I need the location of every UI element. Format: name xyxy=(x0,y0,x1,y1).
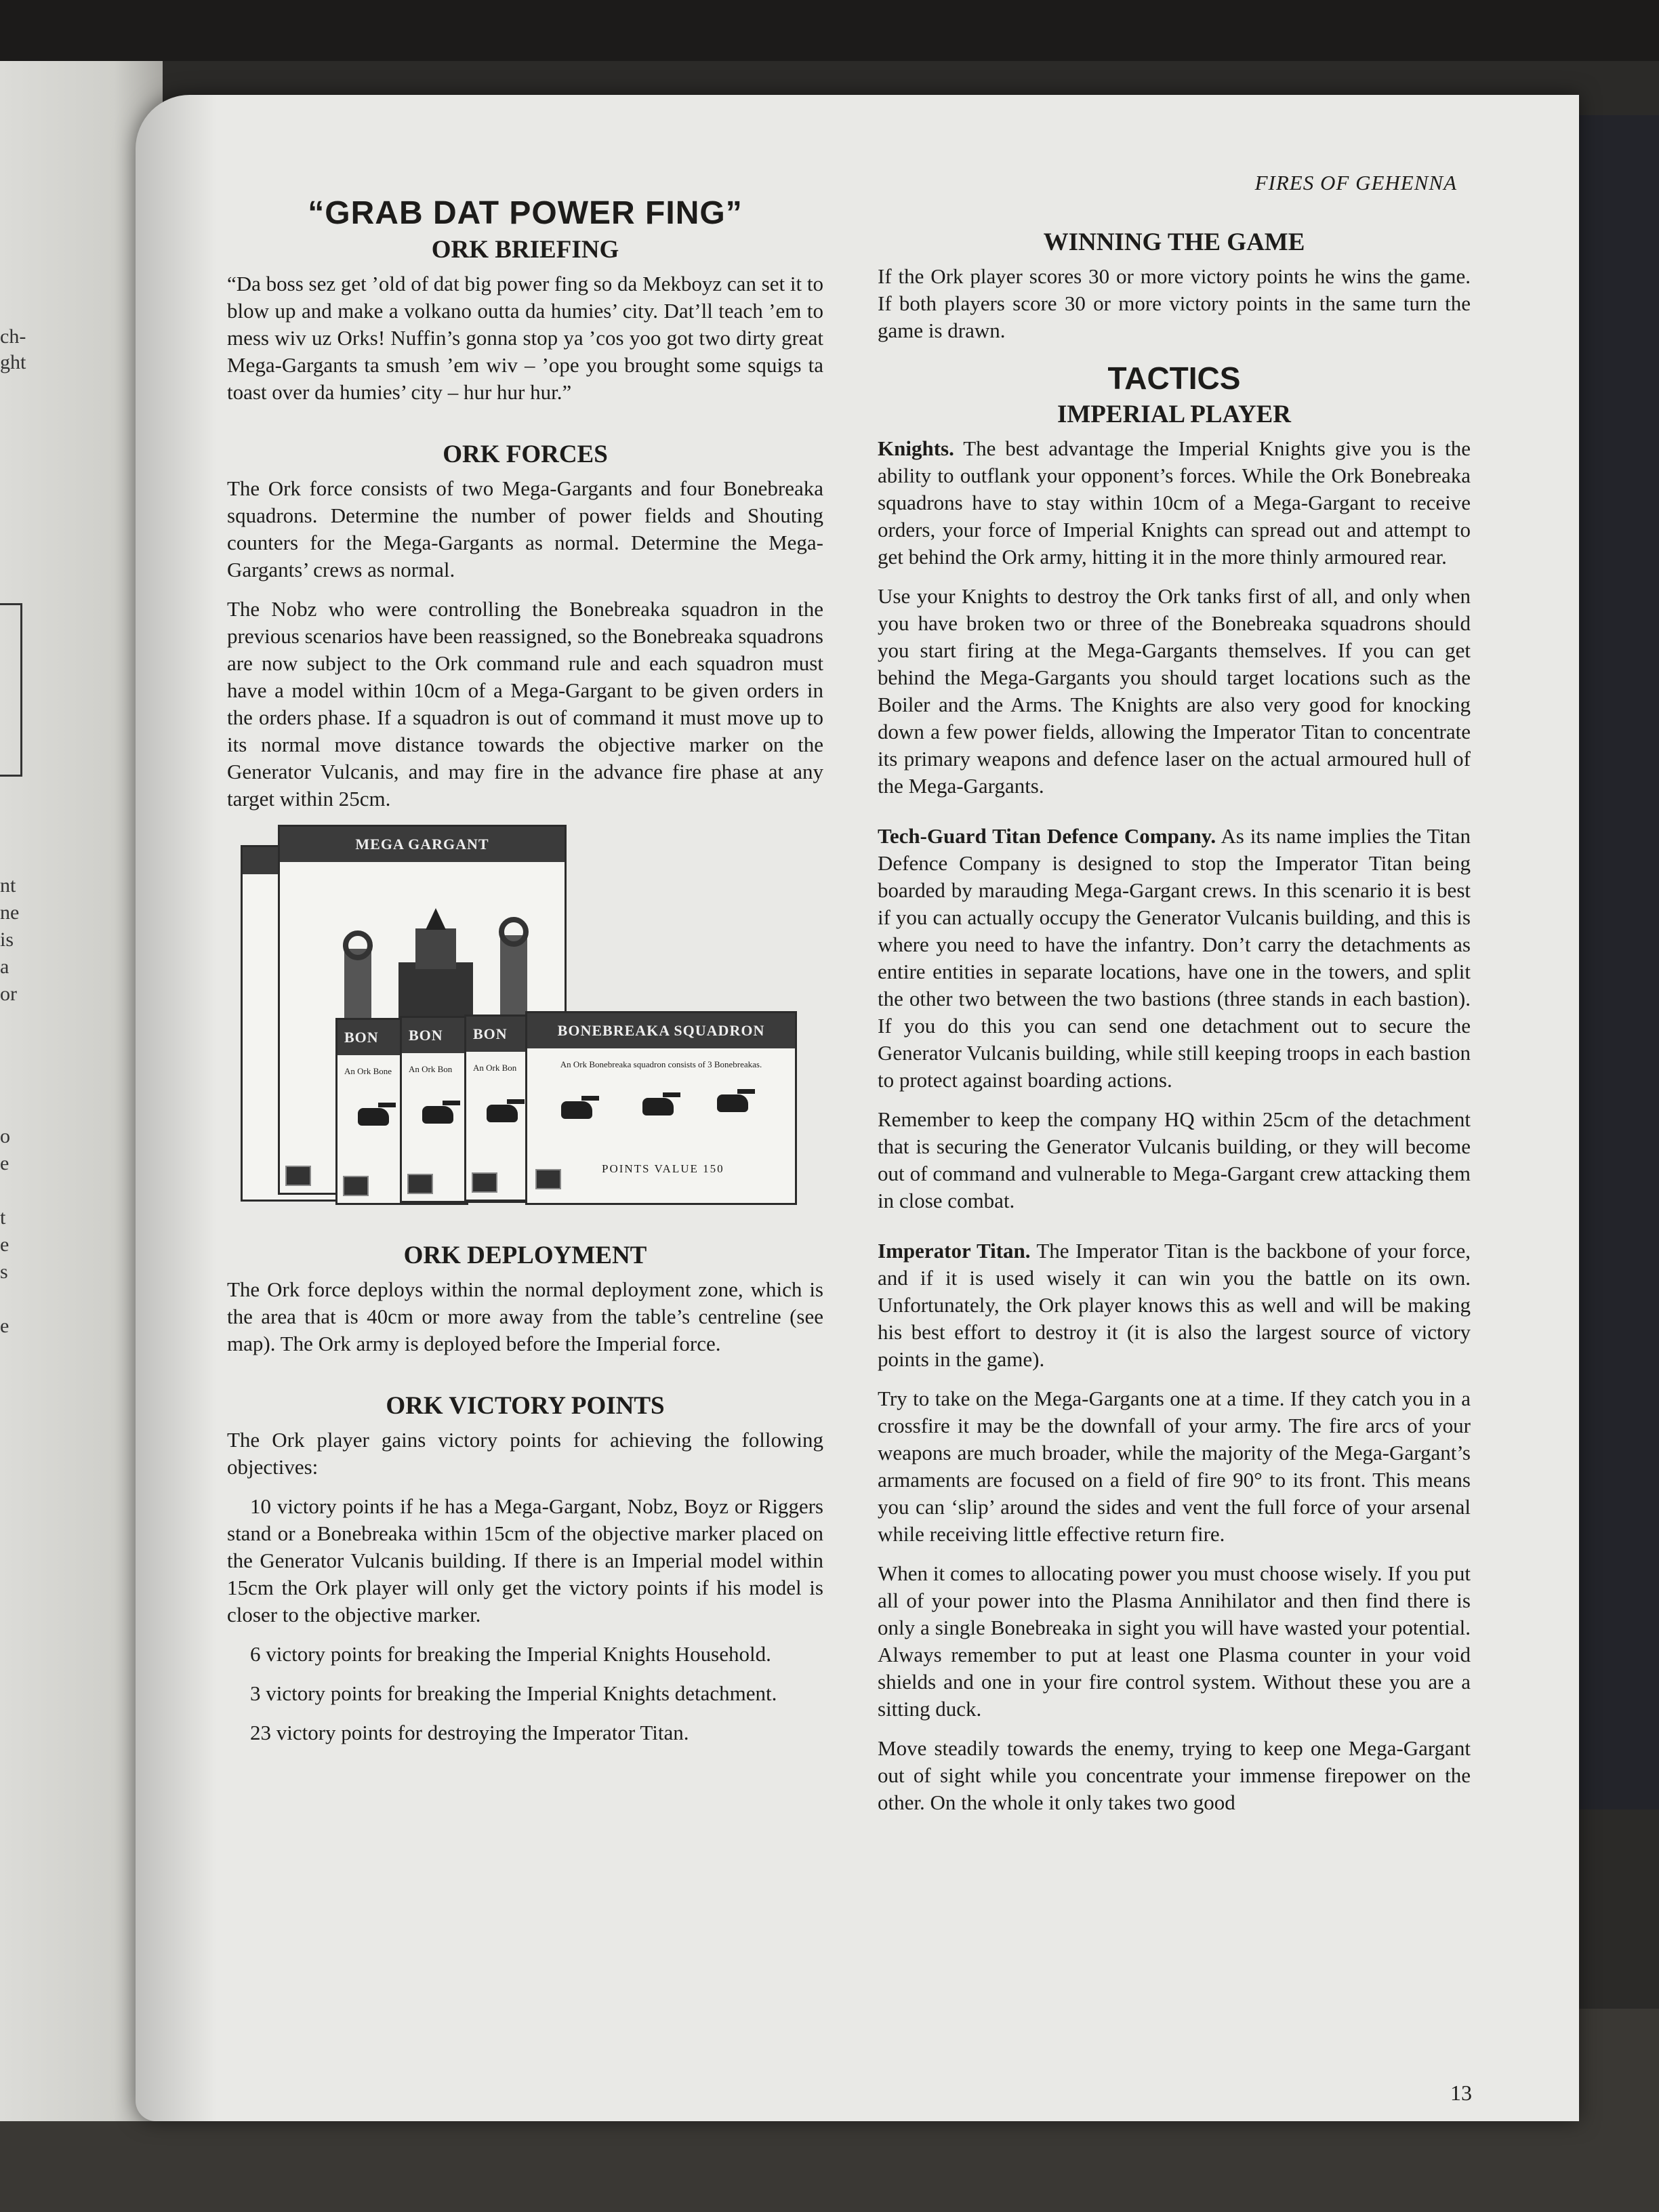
facing-page-fragment: ght xyxy=(0,351,26,373)
running-head: FIRES OF GEHENNA xyxy=(1254,171,1457,194)
card-badge-icon xyxy=(343,1176,369,1196)
bonebreaka-card-subtitle: An Ork Bon xyxy=(409,1064,453,1074)
techguard-text: As its name implies the Titan Defence Company is designed to stop the Imperator Titan being boarded by marauding Mega-Gargant crews. In this scenario it is best if you can actually occupy the Generator Vulcanis building, and this is where you need to have the infantry. Don’t carry the detachments as entire entities in separate locations, have one in the towers, and split the other two between the two bastions (three stands in each bastion). If you do this you can send one detachment out to secure the Generator Vulcanis building, while still keeping troops in each bastion to protect against boarding actions. xyxy=(878,824,1471,1092)
scenario-title: “GRAB DAT POWER FING” xyxy=(308,195,743,231)
bonebreaka-card-subtitle: An Ork Bon xyxy=(473,1063,517,1073)
facing-page-fragment: t xyxy=(0,1206,6,1229)
card-badge-icon xyxy=(407,1174,433,1194)
facing-page-fragment: e xyxy=(0,1152,9,1174)
techguard-paragraph-2: Remember to keep the company HQ within 25cm of the detachment that is securing the Generator Vulcanis building, or they will become out of command and vulnerable to Mega-Gargant crew attacking them in close combat. xyxy=(878,1107,1471,1212)
bonebreaka-tank-icon xyxy=(422,1106,453,1124)
knights-paragraph-2: Use your Knights to destroy the Ork tanks first of all, and only when you have broken two or three of the Bonebreaka squadrons should you start firing at the Mega-Gargants themselves. If you can get behind the Mega-Gargants you should target locations such as the Boiler and the Arms. The Knights are also very good for knocking down a few power fields, allowing the Imperator Titan to concentrate its primary weapons and defence laser on the actual armoured hull of the Mega-Gargants. xyxy=(878,584,1471,798)
imperator-text: The Imperator Titan is the backbone of your force, and if it is used wisely it can win you the battle on its own. Unfortunately, the Ork player knows this as well and will be making his best effort to destroy it (it is also the largest source of victory points in the game). xyxy=(878,1239,1471,1371)
victory-objective: 23 victory points for destroying the Imperator Titan. xyxy=(250,1721,689,1744)
victory-objective: 6 victory points for breaking the Imperial Knights Household. xyxy=(250,1642,771,1666)
card-badge-icon xyxy=(285,1166,311,1186)
page-number: 13 xyxy=(1450,2081,1472,2105)
imperial-player-heading: IMPERIAL PLAYER xyxy=(1057,401,1292,428)
facing-page-fragment: or xyxy=(0,983,17,1005)
imperator-paragraph xyxy=(878,1237,1471,1373)
facing-page-fragment: is xyxy=(0,928,14,951)
victory-objective: 10 victory points if he has a Mega-Gargant, Nobz, Boyz or Riggers stand or a Bonebreaka within 15cm of the objective marker placed on the Generator Vulcanis building. If there is an Imperial model within 15cm the Ork player will only get the victory points if his model is closer to the objective marker. xyxy=(227,1494,823,1626)
bonebreaka-tank-icon xyxy=(561,1101,592,1119)
victory-objective: 3 victory points for breaking the Imperial Knights detachment. xyxy=(250,1681,777,1705)
ork-deployment-text: The Ork force deploys within the normal deployment zone, which is the area that is 40cm or more away from the table’s centreline (see map). The Ork army is deployed before the Imperial force. xyxy=(227,1277,823,1355)
facing-page-fragment: nt xyxy=(0,874,16,897)
knights-text: The best advantage the Imperial Knights give you is the ability to outflank your opponent’s forces. While the Ork Bonebreaka squadrons have to stay within 10cm of a Mega-Gargant to receive orders, your force of Imperial Knights can spread out and attempt to get behind the Ork army, hitting it in the more thinly armoured rear. xyxy=(878,436,1471,569)
points-value: POINTS VALUE 150 xyxy=(602,1162,724,1175)
imperator-lead: Imperator Titan. xyxy=(878,1239,1031,1263)
right-column xyxy=(878,229,1471,1828)
techguard-lead: Tech-Guard Titan Defence Company. xyxy=(878,824,1216,848)
winning-the-game-heading: WINNING THE GAME xyxy=(1043,228,1305,256)
page-gutter-shadow xyxy=(136,95,217,2121)
bonebreaka-card-title: BON xyxy=(337,1020,466,1055)
facing-page-box xyxy=(0,603,22,777)
facing-page-fragment: e xyxy=(0,1315,9,1337)
techguard-paragraph xyxy=(878,823,1471,1094)
facing-page-fragment: a xyxy=(0,956,9,978)
facing-page-fragment: ch- xyxy=(0,325,26,348)
bonebreaka-card-subtitle: An Ork Bone xyxy=(344,1066,392,1076)
winning-the-game-text: If the Ork player scores 30 or more victory points he wins the game. If both players score 30 or more victory points in the same turn the game is drawn. xyxy=(878,264,1471,342)
bonebreaka-tank-icon xyxy=(358,1108,389,1126)
facing-page-fragment: e xyxy=(0,1233,9,1256)
bonebreaka-squadron-card xyxy=(525,1011,797,1205)
bonebreaka-tank-icon xyxy=(642,1098,674,1115)
bonebreaka-tank-icon xyxy=(717,1094,748,1112)
imperator-paragraph-3: When it comes to allocating power you must choose wisely. If you put all of your power into the Plasma Annihilator and then find there is only a single Bonebreaka in sight you will have wasted your potential. Always remember to put at least one Plasma counter in your void shields and one in your fire control system. Without these you are a sitting duck. xyxy=(878,1561,1471,1721)
ork-victory-points-heading: ORK VICTORY POINTS xyxy=(386,1392,665,1420)
ork-forces-paragraph: The Ork force consists of two Mega-Gargants and four Bonebreaka squadrons. Determine the number of power fields and Shouting counters for the Mega-Gargants as normal. Determine the Mega-Gargants’ crews as normal. xyxy=(227,476,823,581)
background-top xyxy=(0,0,1659,61)
ork-briefing-heading: ORK BRIEFING xyxy=(431,236,619,264)
card-badge-icon xyxy=(472,1172,497,1193)
bonebreaka-squadron-title: BONEBREAKA SQUADRON xyxy=(527,1013,795,1048)
ork-deployment-heading: ORK DEPLOYMENT xyxy=(403,1242,647,1269)
mega-gargant-art xyxy=(317,908,554,1023)
ork-forces-heading: ORK FORCES xyxy=(443,441,608,468)
card-badge-icon xyxy=(535,1169,561,1189)
bonebreaka-tank-icon xyxy=(487,1105,518,1122)
left-column xyxy=(227,195,823,1759)
tactics-title: TACTICS xyxy=(1107,361,1241,396)
knights-paragraph xyxy=(878,435,1471,571)
imperator-paragraph-4: Move steadily towards the enemy, trying to keep one Mega-Gargant out of sight while you concentrate your immense firepower on the other. On the whole it only takes two good xyxy=(878,1736,1471,1814)
ork-victory-intro: The Ork player gains victory points for achieving the following objectives: xyxy=(227,1428,823,1479)
unit-cards-illustration xyxy=(227,825,823,1204)
ork-forces-paragraph: The Nobz who were controlling the Bonebreaka squadron in the previous scenarios have been reassigned, so the Bonebreaka squadrons are now subject to the Ork command rule and each squadron must have a model within 10cm of a Mega-Gargant to be given orders in the orders phase. If a squadron is out of command it must move up to its normal move distance towards the objective marker on the Generator Vulcanis, and may fire in the advance fire phase at any target within 25cm. xyxy=(227,597,823,811)
facing-page-fragment: o xyxy=(0,1125,10,1147)
mega-gargant-card-title: MEGA GARGANT xyxy=(280,827,565,862)
bonebreaka-squadron-subtitle: An Ork Bonebreaka squadron consists of 3 Bonebreakas. xyxy=(560,1059,762,1069)
facing-page-fragment: ne xyxy=(0,901,20,924)
bonebreaka-card-title: BON xyxy=(466,1017,595,1052)
facing-page-fragment: s xyxy=(0,1261,8,1283)
ork-briefing-text: “Da boss sez get ’old of dat big power fing so da Mekboyz can set it to blow up and make a volkano outta da humies’ city. Dat’ll teach ’em to mess wiv uz Orks! Nuffin’s gonna stop ya ’cos yoo got two dirty great Mega-Gargants ta smush ’em wiv – ’ope you brought some squigs ta toast over da humies’ city – hur hur hur.” xyxy=(227,272,823,404)
background-right xyxy=(1578,115,1659,1809)
knights-lead: Knights. xyxy=(878,436,954,460)
imperator-paragraph-2: Try to take on the Mega-Gargants one at a time. If they catch you in a crossfire it may be the downfall of your army. The fire arcs of your weapons are much broader, while the majority of the Mega-Gargant’s armaments are focused on a field of fire 90° to its front. This means you can ‘slip’ around the sides and vent the full force of your arsenal while receiving little effective return fire. xyxy=(878,1387,1471,1546)
bonebreaka-card-title: BON xyxy=(402,1018,531,1053)
